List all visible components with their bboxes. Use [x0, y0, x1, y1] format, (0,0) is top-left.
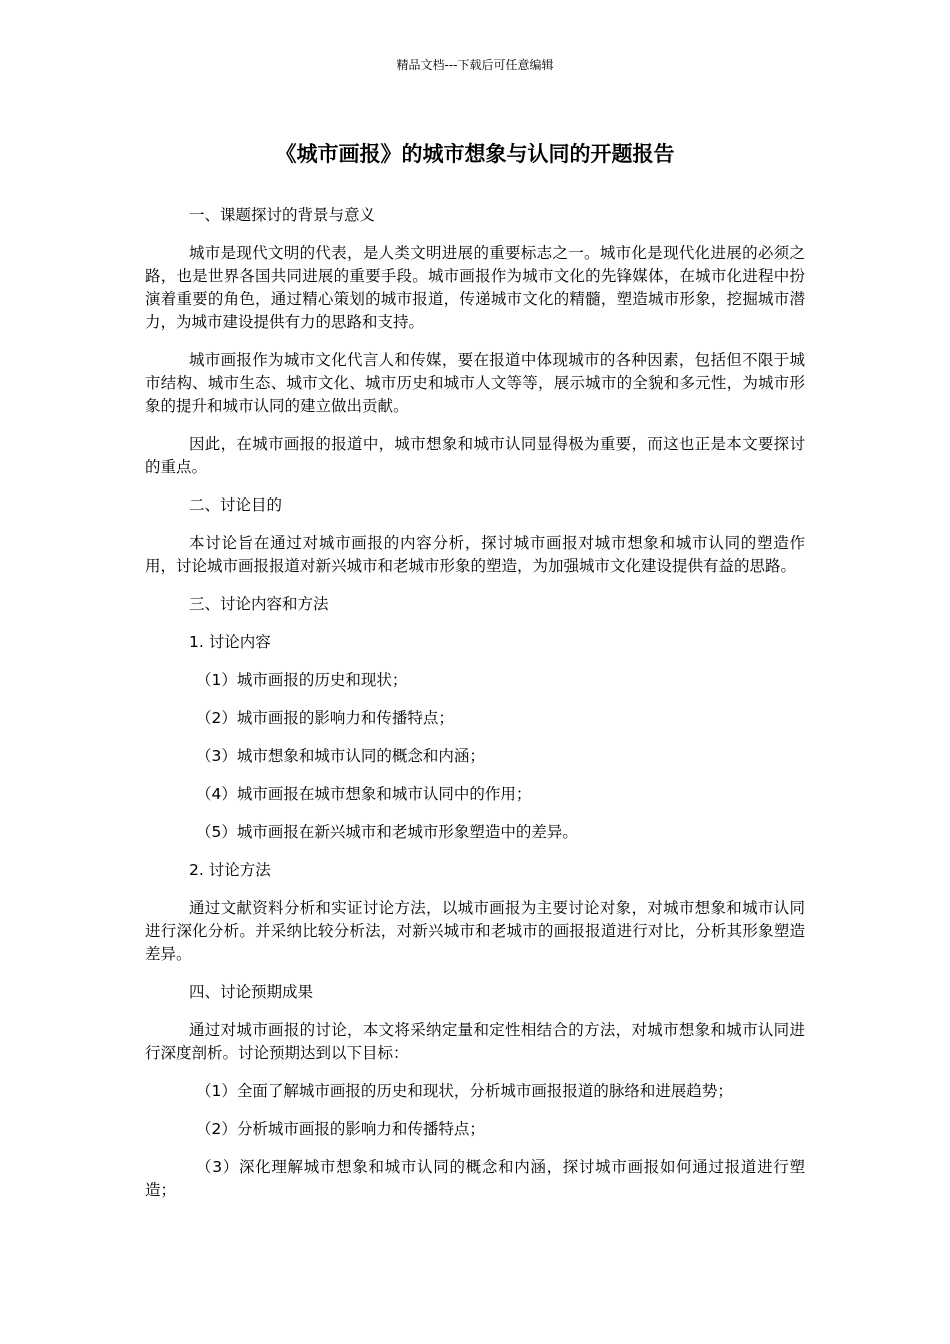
content-list-item: （2）城市画报的影响力和传播特点； [196, 709, 454, 727]
content-list-item: （5）城市画报在新兴城市和老城市形象塑造中的差异。 [196, 823, 578, 841]
section-1-paragraph-1: 城市是现代文明的代表，是人类文明进展的重要标志之一。城市化是现代化进展的必须之路，也是世界各国共同进展的重要手段。城市画报作为城市文化的先锋媒体，在城市化进程中扮演着重要的角色，通过精心策划的城市报道，传递城市文化的精髓，塑造城市形象，挖掘城市潜力，为城市建设提供有力的思路和支持。 [145, 244, 805, 331]
section-1-paragraph-2: 城市画报作为城市文化代言人和传媒，要在报道中体现城市的各种因素，包括但不限于城市结构、城市生态、城市文化、城市历史和城市人文等等，展示城市的全貌和多元性，为城市形象的提升和城市认同的建立做出贡献。 [145, 351, 805, 415]
section-3-heading: 三、讨论内容和方法 [189, 595, 329, 613]
section-4-paragraph: 通过对城市画报的讨论，本文将采纳定量和定性相结合的方法，对城市想象和城市认同进行深度剖析。讨论预期达到以下目标： [145, 1021, 805, 1062]
page-header: 精品文档---下载后可任意编辑 [396, 58, 554, 72]
section-1-heading: 一、课题探讨的背景与意义 [189, 206, 376, 224]
content-list-item: （4）城市画报在城市想象和城市认同中的作用； [196, 785, 532, 803]
section-3-sub-2-paragraph: 通过文献资料分析和实证讨论方法，以城市画报为主要讨论对象，对城市想象和城市认同进行深化分析。并采纳比较分析法，对新兴城市和老城市的画报报道进行对比，分析其形象塑造差异。 [145, 899, 805, 963]
section-2-paragraph: 本讨论旨在通过对城市画报的内容分析，探讨城市画报对城市想象和城市认同的塑造作用，讨论城市画报报道对新兴城市和老城市形象的塑造，为加强城市文化建设提供有益的思路。 [145, 534, 805, 575]
content-list-item: （1）城市画报的历史和现状； [196, 671, 408, 689]
content-list-item: （3）城市想象和城市认同的概念和内涵； [196, 747, 485, 765]
outcome-list-item: （2）分析城市画报的影响力和传播特点； [196, 1120, 485, 1138]
document-title: 《城市画报》的城市想象与认同的开题报告 [275, 142, 675, 166]
section-2-heading: 二、讨论目的 [189, 496, 283, 514]
section-3-sub-2-heading: 2. 讨论方法 [189, 861, 271, 879]
document-body [145, 204, 805, 1217]
section-1-paragraph-3: 因此，在城市画报的报道中，城市想象和城市认同显得极为重要，而这也正是本文要探讨的重点。 [145, 435, 805, 476]
section-3-sub-1-heading: 1. 讨论内容 [189, 633, 271, 651]
outcome-list-item: （3）深化理解城市想象和城市认同的概念和内涵，探讨城市画报如何通过报道进行塑造； [145, 1158, 805, 1199]
outcome-list-item: （1）全面了解城市画报的历史和现状，分析城市画报报道的脉络和进展趋势； [196, 1082, 733, 1100]
section-4-heading: 四、讨论预期成果 [189, 983, 314, 1001]
